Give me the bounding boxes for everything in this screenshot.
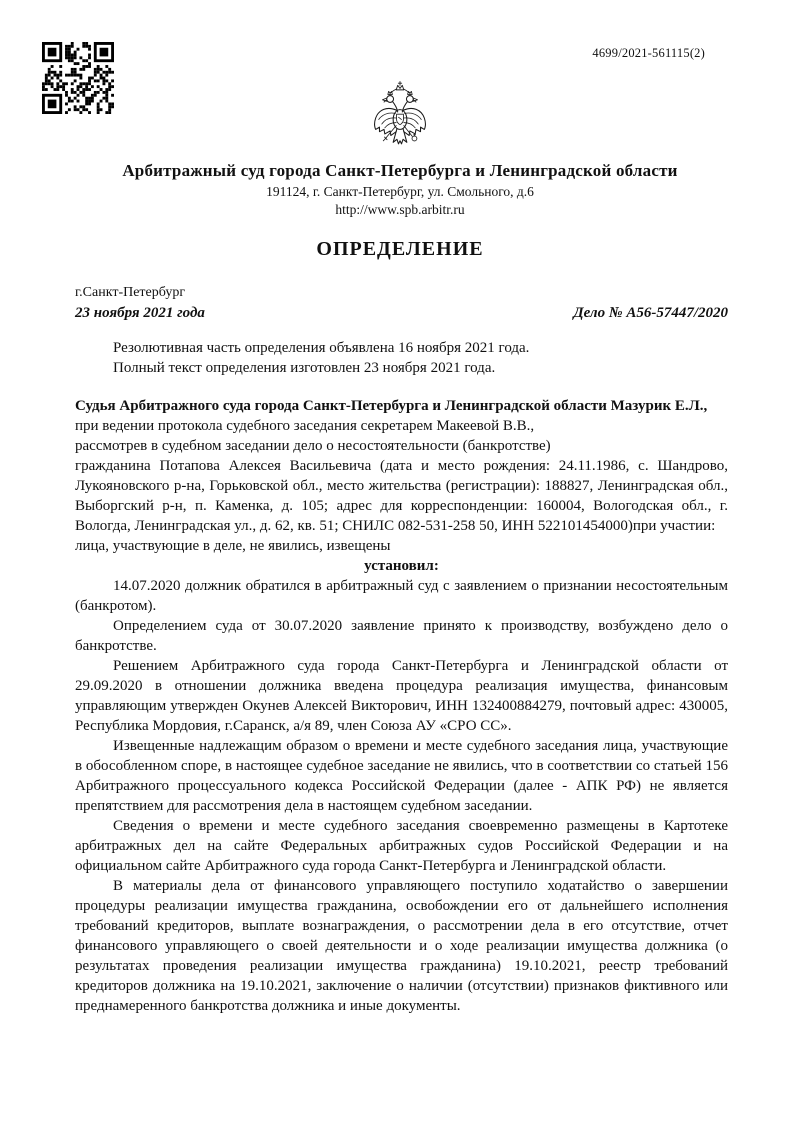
notice-paragraph: Извещенные надлежащим образом о времени и месте судебного заседания лица, участвующие в обособленном споре, в настоящее судебное заседание не явились, что в соответствии со статьей 156 Арбитражного процессуального кодекса Российской Федерации (далее - АПК РФ) не является препятствием для рассмотрения дела в настоящем судебном заседании. bbox=[75, 738, 728, 814]
ruling-date: 23 ноября 2021 года bbox=[75, 305, 205, 321]
case-number: Дело № А56-57447/2020 bbox=[573, 305, 728, 321]
acceptance-paragraph: Определением суда от 30.07.2020 заявление принято к производству, возбуждено дело о банкротстве. bbox=[75, 618, 728, 654]
motion-paragraph: В материалы дела от финансового управляющего поступило ходатайство о завершении процедуры реализации имущества гражданина, освобождении его от дальнейшего исполнения требований кредиторов, выплате вознаграждения, о рассмотрении дела в его отсутствие, отчет финансового управляющего о своей деятельности и о ходе реализации имущества должника (о результатах проведения реализации имущества гражданина) 19.10.2021, реестр требований кредиторов должника на 19.10.2021, заключение о наличии (отсутствии) признаков фиктивного или преднамеренного банкротства должника и иные документы. bbox=[75, 878, 728, 1014]
court-name: Арбитражный суд города Санкт-Петербурга и Ленинградской области bbox=[122, 161, 678, 180]
case-subject-paragraph: рассмотрев в судебном заседании дело о несостоятельности (банкротстве) bbox=[75, 438, 551, 454]
debtor-details-paragraph: гражданина Потапова Алексея Васильевича (дата и место рождения: 24.11.1986, с. Шандрово, Лукояновского р-на, Горьковской обл., место жительства (регистрации): 188827, Ленинградская обл., Выборгский р-н, п. Каменка, д. 105; адрес для корреспонденции: 160004, Вологодская обл., г. Вологда, Ленинградская ул., д. 62, кв. 51; СНИЛС 082-531-258 50, ИНН 522101454000)при участии: bbox=[75, 458, 728, 534]
resolutive-part-line: Резолютивная часть определения объявлена 16 ноября 2021 года. bbox=[113, 340, 530, 356]
court-address: 191124, г. Санкт-Петербург, ул. Смольного, д.6 bbox=[266, 184, 534, 199]
judge-paragraph: Судья Арбитражного суда города Санкт-Петербурга и Ленинградской области Мазурик Е.Л., bbox=[75, 398, 708, 414]
case-meta bbox=[75, 285, 728, 322]
place-line: г.Санкт-Петербург bbox=[75, 285, 186, 300]
ruling-body bbox=[75, 396, 728, 1016]
court-website-url: http://www.spb.arbitr.ru bbox=[335, 202, 465, 217]
russia-coat-of-arms-icon bbox=[358, 80, 442, 156]
document-title: ОПРЕДЕЛЕНИЕ bbox=[316, 238, 484, 260]
publication-paragraph: Сведения о времени и месте судебного заседания своевременно размещены в Картотеке арбитражных дел на сайте Федеральных арбитражных судов Российской Федерации и на официальном сайте Арбитражного суда города Санкт-Петербурга и Ленинградской области. bbox=[75, 818, 728, 874]
secretary-paragraph: при ведении протокола судебного заседания секретарем Макеевой В.В., bbox=[75, 418, 535, 434]
realization-decision-paragraph: Решением Арбитражного суда города Санкт-Петербурга и Ленинградской области от 29.09.2020 в отношении должника введена процедура реализация имущества, финансовым управляющим утвержден Окунев Алексей Викторович, ИНН 132400884279, почтовый адрес: 430005, Республика Мордовия, г.Саранск, а/я 89, член Союза АУ «СРО СС». bbox=[75, 658, 728, 734]
attendance-paragraph: лица, участвующие в деле, не явились, извещены bbox=[75, 538, 391, 554]
established-heading: установил: bbox=[364, 558, 439, 574]
full-text-line: Полный текст определения изготовлен 23 ноября 2021 года. bbox=[113, 360, 496, 376]
qr-code-icon bbox=[42, 42, 114, 114]
intro-dates bbox=[75, 338, 728, 378]
filing-paragraph: 14.07.2020 должник обратился в арбитражный суд с заявлением о признании несостоятельным (банкротом). bbox=[75, 578, 728, 614]
document-number: 4699/2021-561115(2) bbox=[592, 46, 705, 60]
